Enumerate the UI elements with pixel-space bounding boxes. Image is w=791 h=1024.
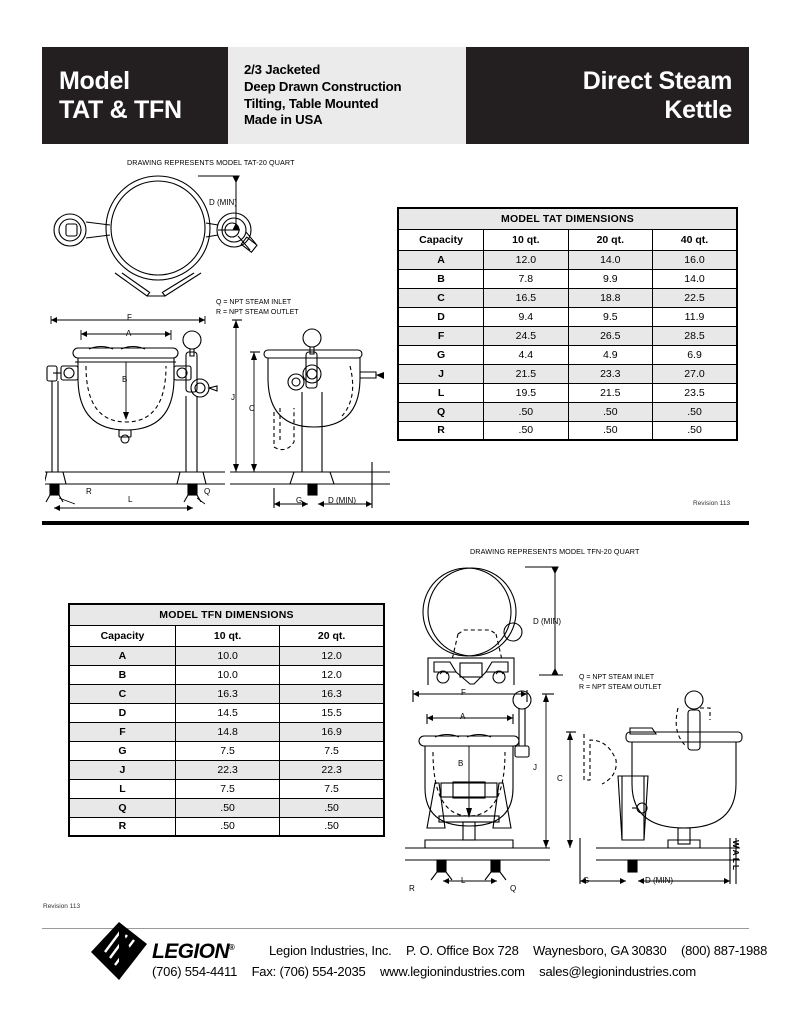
tfn-drawing-caption: DRAWING REPRESENTS MODEL TFN-20 QUART [470,547,640,556]
tfn-legend-q: Q = NPT STEAM INLET [579,674,655,681]
header-product-block [466,47,749,144]
tat-cell: 9.5 [568,307,652,326]
tfn-col-20qt: 20 qt. [280,625,384,646]
tat-cell: 7.8 [484,269,568,288]
footer-city-state-zip: Waynesboro, GA 30830 [533,943,667,958]
tfn-cell: 7.5 [280,741,384,760]
tat-drawing-caption: DRAWING REPRESENTS MODEL TAT-20 QUART [127,158,295,167]
footer-fax: Fax: (706) 554-2035 [251,964,366,979]
tat-c-label: C [249,404,255,413]
tfn-row-label: F [69,722,175,741]
tat-cell: 14.0 [568,250,652,269]
tat-cell: 4.4 [484,345,568,364]
tat-dmin-label: D (MIN) [209,198,237,207]
table-row [398,364,737,383]
tat-dimensions-table [397,207,738,441]
tat-cell: 16.5 [484,288,568,307]
tfn-l-label: L [461,876,466,885]
tat-q-label: Q [204,487,211,496]
tat-table-title: MODEL TAT DIMENSIONS [398,208,737,229]
tfn-row-label: B [69,665,175,684]
header-product-line1: Direct Steam [582,66,732,95]
tfn-row-label: C [69,684,175,703]
tfn-g-label: G [583,876,590,885]
tfn-cell: 16.3 [280,684,384,703]
page-header [42,47,749,144]
tat-cell: .50 [568,402,652,421]
tfn-col-capacity: Capacity [69,625,175,646]
tfn-cell: 7.5 [175,779,279,798]
tat-row-label: L [398,383,484,402]
tfn-table-title: MODEL TFN DIMENSIONS [69,604,384,625]
tfn-b-label: B [458,759,464,768]
tat-f-label: F [127,313,132,322]
tfn-row-label: D [69,703,175,722]
page-footer [42,928,768,998]
tfn-row-label: Q [69,798,175,817]
table-row [398,402,737,421]
tat-cell: 9.9 [568,269,652,288]
footer-address-line1 [269,943,778,958]
tfn-cell: .50 [280,817,384,836]
header-feature-2: Tilting, Table Mounted [244,95,379,111]
tfn-legend-r: R = NPT STEAM OUTLET [579,684,662,692]
table-row [398,345,737,364]
header-product-line2: Kettle [664,95,732,124]
header-features-block [228,47,466,144]
tat-cell: 19.5 [484,383,568,402]
header-model-line2: TAT & TFN [59,95,182,124]
tfn-cell: 12.0 [280,646,384,665]
tfn-dmin-top-text: D (MIN) [533,617,561,626]
tat-g-label: G [296,496,303,505]
tfn-cell: 15.5 [280,703,384,722]
tat-cell: 9.4 [484,307,568,326]
table-row [69,779,384,798]
tat-col-capacity: Capacity [398,229,484,250]
tfn-cell: 16.3 [175,684,279,703]
tfn-cell: 10.0 [175,665,279,684]
tfn-cell: 10.0 [175,646,279,665]
tfn-r-label: R [409,884,415,893]
table-row [69,646,384,665]
tat-cell: .50 [568,421,652,440]
tfn-side-elevation-drawing [540,688,750,893]
footer-address-line2 [152,964,707,979]
tfn-row-label: G [69,741,175,760]
tat-r-label: R [86,487,92,496]
tat-col-20qt: 20 qt. [568,229,652,250]
tat-cell: 6.9 [653,345,737,364]
registered-mark: ® [228,943,235,952]
tat-col-40qt: 40 qt. [653,229,737,250]
tfn-dmin-top-label [533,617,561,626]
table-row [69,684,384,703]
tfn-cell: 12.0 [280,665,384,684]
table-row [398,326,737,345]
tfn-c-label: C [557,774,563,783]
tat-cell: .50 [653,421,737,440]
tat-row-label: Q [398,402,484,421]
tat-cell: 24.5 [484,326,568,345]
footer-company: Legion Industries, Inc. [269,943,392,958]
tat-col-10qt: 10 qt. [484,229,568,250]
tat-cell: 21.5 [484,364,568,383]
tat-row-label: G [398,345,484,364]
table-row [398,383,737,402]
table-row [69,798,384,817]
tfn-row-label: J [69,760,175,779]
section-divider [42,521,749,525]
tfn-cell: .50 [175,817,279,836]
tfn-f-label: F [461,688,466,697]
tfn-a-label: A [460,712,466,721]
legion-brand-text: LEGION [152,940,229,963]
tat-dmin-bottom-label: D (MIN) [328,496,356,505]
tfn-row-label: A [69,646,175,665]
tat-row-label: B [398,269,484,288]
footer-phone[interactable]: (706) 554-4411 [152,964,238,979]
tat-j-label: J [231,393,235,402]
tfn-col-10qt: 10 qt. [175,625,279,646]
table-row [69,741,384,760]
tat-cell: .50 [484,402,568,421]
tfn-dimensions-table [68,603,385,837]
table-row [69,722,384,741]
header-model-block [42,47,228,144]
tfn-cell: 14.8 [175,722,279,741]
tat-cell: 23.5 [653,383,737,402]
legion-logo-icon [89,922,149,980]
footer-toll-free[interactable]: (800) 887-1988 [681,943,768,958]
header-feature-0: 2/3 Jacketed [244,62,321,78]
tat-legend-q: Q = NPT STEAM INLET [216,299,292,306]
tat-cell: 21.5 [568,383,652,402]
tat-legend-r: R = NPT STEAM OUTLET [216,309,299,317]
table-row [69,817,384,836]
table-row [398,288,737,307]
table-row [398,269,737,288]
footer-website-link[interactable]: www.legionindustries.com [379,964,525,979]
tat-row-label: A [398,250,484,269]
tat-cell: 22.5 [653,288,737,307]
tat-l-label: L [128,495,133,504]
tat-cell: 12.0 [484,250,568,269]
tat-cell: 11.9 [653,307,737,326]
tat-front-elevation-drawing [45,312,225,512]
tfn-dmin-bottom-label: D (MIN) [645,876,673,885]
tfn-cell: 22.3 [280,760,384,779]
tat-cell: 28.5 [653,326,737,345]
footer-po-box: P. O. Office Box 728 [406,943,519,958]
tfn-cell: 16.9 [280,722,384,741]
tfn-cell: 7.5 [280,779,384,798]
tat-row-label: R [398,421,484,440]
tfn-row-label: R [69,817,175,836]
tat-cell: 16.0 [653,250,737,269]
table-row [69,703,384,722]
tat-cell: .50 [484,421,568,440]
tfn-cell: .50 [175,798,279,817]
tfn-j-label: J [533,763,537,772]
tat-row-label: J [398,364,484,383]
tat-cell: 23.3 [568,364,652,383]
legion-wordmark [152,940,234,964]
header-model-line1: Model [59,66,130,95]
tat-row-label: F [398,326,484,345]
header-feature-3: Made in USA [244,112,323,128]
tat-row-label: C [398,288,484,307]
tat-row-label: D [398,307,484,326]
tat-cell: 26.5 [568,326,652,345]
table-row [398,307,737,326]
tfn-cell: 7.5 [175,741,279,760]
tat-revision: Revision 113 [693,500,731,507]
table-row [69,665,384,684]
tfn-cell: .50 [280,798,384,817]
tat-b-label: B [122,375,128,384]
tat-cell: 14.0 [653,269,737,288]
tfn-cell: 22.3 [175,760,279,779]
table-row [398,421,737,440]
footer-email-link[interactable]: sales@legionindustries.com [539,964,697,979]
tfn-q-label: Q [510,884,517,893]
tfn-wall-label: WALL [731,840,741,873]
tfn-front-elevation-drawing [405,688,550,893]
tfn-revision: Revision 113 [43,903,81,910]
tfn-row-label: L [69,779,175,798]
tat-a-label: A [126,329,132,338]
tat-cell: 4.9 [568,345,652,364]
header-feature-1: Deep Drawn Construction [244,78,402,94]
table-row [398,250,737,269]
tat-cell: .50 [653,402,737,421]
table-row [69,760,384,779]
tfn-cell: 14.5 [175,703,279,722]
tat-cell: 18.8 [568,288,652,307]
tat-cell: 27.0 [653,364,737,383]
